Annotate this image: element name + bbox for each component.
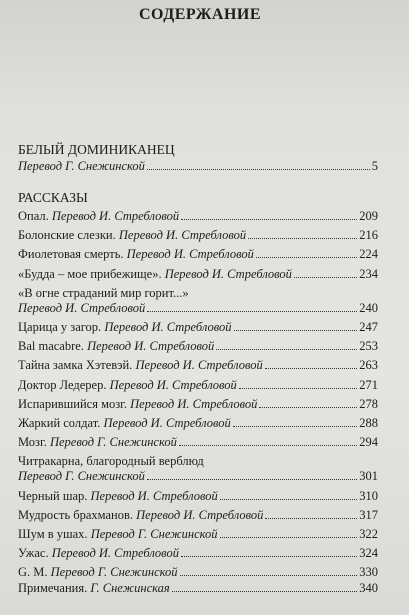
notes-title: Примечания.: [18, 581, 88, 595]
story-page: 216: [359, 228, 378, 243]
notes-entry: [18, 580, 378, 596]
story-title: Bal macabre.: [18, 339, 84, 354]
story-entry: [18, 357, 378, 373]
story-title-line: Читракарна, благородный верблюд: [18, 454, 204, 469]
leader-dots: [181, 219, 357, 220]
story-title: Царица у загор.: [18, 320, 102, 334]
leader-dots: [220, 499, 358, 500]
story-page: 247: [359, 320, 378, 334]
story-translator: Перевод И. Стребловой: [136, 507, 264, 522]
story-title: Опал.: [18, 209, 49, 223]
novel-entry: [18, 158, 378, 174]
story-entry: [18, 545, 378, 561]
story-entry: [18, 338, 378, 354]
leader-dots: [220, 537, 358, 538]
leader-dots: [172, 591, 358, 592]
story-page: 330: [359, 565, 378, 580]
notes-page: 340: [359, 581, 378, 595]
leader-dots: [147, 311, 357, 312]
story-title: Ужас.: [18, 546, 49, 561]
story-page: 301: [359, 469, 378, 484]
story-translator: Перевод Г. Снежинской: [50, 565, 178, 580]
story-title: Тайна замка Хэтевэй.: [18, 358, 133, 373]
stories-heading: РАССКАЗЫ: [18, 190, 88, 205]
story-page: 324: [359, 546, 378, 561]
leader-dots: [234, 330, 358, 331]
story-page: 263: [359, 358, 378, 373]
story-translator: Перевод И. Стребловой: [51, 546, 179, 561]
story-translator: Перевод И. Стребловой: [118, 228, 247, 243]
story-title: Мозг.: [18, 435, 47, 450]
story-entry: [18, 246, 378, 262]
story-page: 294: [359, 435, 378, 450]
story-page: 278: [359, 396, 378, 411]
story-entry: [18, 564, 378, 580]
leader-dots: [239, 388, 357, 389]
story-title-line: «В огне страданий мир горит...»: [18, 285, 189, 300]
novel-section: [18, 142, 378, 173]
story-page: 234: [359, 266, 378, 281]
leader-dots: [179, 445, 357, 446]
leader-dots: [248, 238, 357, 239]
leader-dots: [216, 349, 357, 350]
story-page: 310: [359, 488, 378, 503]
story-page: 253: [359, 339, 378, 354]
story-title: «Будда – мое прибежище».: [18, 266, 162, 281]
story-title: Фиолетовая смерть.: [18, 247, 124, 262]
story-title: Жаркий солдат.: [18, 416, 101, 430]
leader-dots: [294, 277, 357, 278]
story-entry: [18, 434, 378, 450]
story-entry: [18, 208, 378, 224]
story-page: 271: [359, 377, 378, 392]
story-page: 240: [359, 300, 378, 315]
story-translator: Перевод И. Стребловой: [126, 247, 254, 262]
story-entry: [18, 227, 378, 243]
leader-dots: [259, 407, 357, 408]
novel-page: 5: [371, 159, 378, 173]
page-title: СОДЕРЖАНИЕ: [138, 6, 262, 23]
story-entry: [18, 468, 378, 484]
story-translator: Перевод И. Стребловой: [135, 358, 263, 373]
story-title: Испарившийся мозг.: [18, 396, 128, 411]
leader-dots: [180, 575, 358, 576]
novel-translator: Перевод Г. Снежинской: [18, 159, 145, 173]
story-title: Доктор Ледерер.: [18, 377, 107, 392]
leader-dots: [181, 556, 357, 557]
leader-dots: [233, 426, 358, 427]
story-translator: Перевод И. Стребловой: [90, 488, 218, 503]
story-page: 317: [359, 507, 378, 522]
leader-dots: [256, 257, 357, 258]
story-translator: Перевод Г. Снежинской: [90, 527, 218, 541]
story-translator: Перевод И. Стребловой: [109, 377, 237, 392]
story-translator: Перевод И. Стребловой: [18, 300, 146, 315]
story-translator: Перевод И. Стребловой: [130, 396, 258, 411]
story-page: 224: [359, 247, 378, 262]
story-entry: [18, 300, 378, 316]
story-title: Мудрость брахманов.: [18, 507, 134, 522]
leader-dots: [265, 368, 358, 369]
story-title: Шум в ушах.: [18, 527, 88, 541]
story-title: G. M.: [18, 565, 48, 580]
story-translator: Перевод И. Стребловой: [164, 266, 292, 281]
story-translator: Перевод Г. Снежинской: [49, 435, 177, 450]
story-entry: [18, 377, 378, 393]
story-translator: Перевод И. Стребловой: [87, 339, 215, 354]
story-entry: [18, 415, 378, 431]
story-entry: [18, 266, 378, 282]
story-page: 288: [359, 416, 378, 430]
story-translator: Перевод И. Стребловой: [51, 209, 180, 223]
story-entry: [18, 526, 378, 542]
story-entry: [18, 488, 378, 504]
story-page: 322: [359, 527, 378, 541]
story-title: Черный шар.: [18, 488, 88, 503]
story-translator: Перевод И. Стребловой: [104, 320, 232, 334]
story-translator: Перевод И. Стребловой: [103, 416, 231, 430]
story-entry: [18, 507, 378, 523]
story-entry: [18, 319, 378, 335]
leader-dots: [147, 169, 370, 170]
story-translator: Перевод Г. Снежинской: [18, 469, 145, 484]
novel-heading: БЕЛЫЙ ДОМИНИКАНЕЦ: [18, 142, 175, 157]
notes-translator: Г. Снежинская: [90, 581, 170, 595]
leader-dots: [265, 518, 357, 519]
leader-dots: [147, 479, 357, 480]
story-title: Болонские слезки.: [18, 228, 116, 243]
story-page: 209: [359, 209, 378, 223]
stories-section: [18, 190, 378, 580]
story-entry: [18, 396, 378, 412]
